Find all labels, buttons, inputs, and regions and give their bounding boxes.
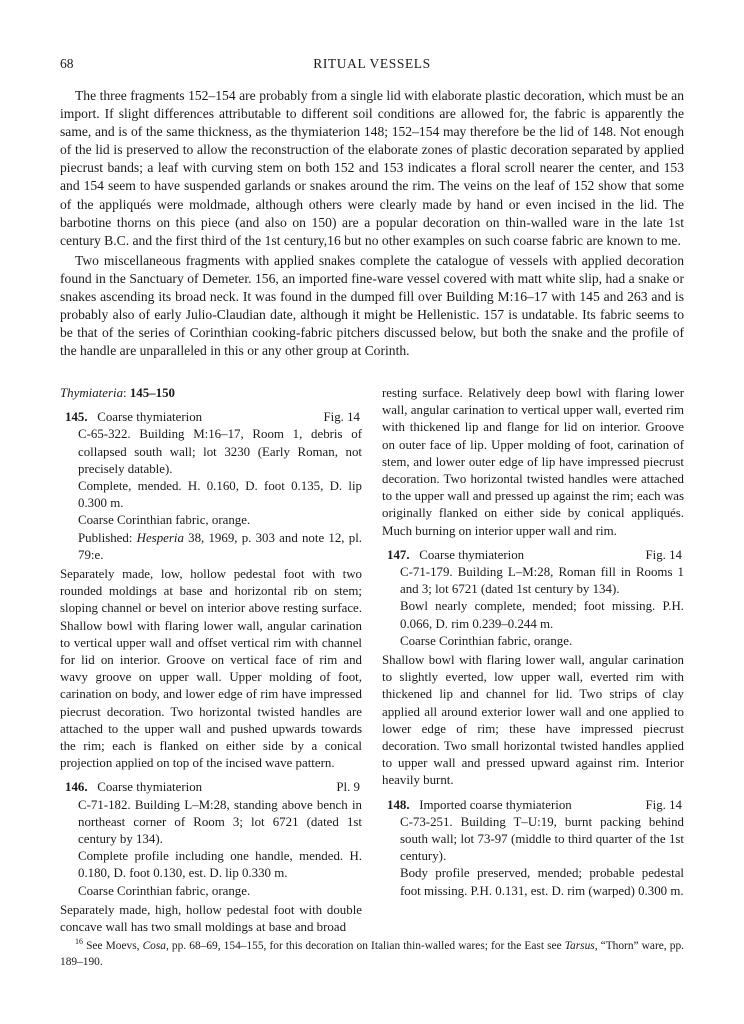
publication-journal: Hesperia <box>136 530 184 545</box>
entry-title: Coarse thymiaterion <box>97 410 203 425</box>
entry-inventory: C-71-182. Building L–M:28, standing above bench in northeast corner of Room 3; lot 6721 (dated 1st century by 134). <box>78 797 362 847</box>
publication-prefix: Published: <box>78 530 137 545</box>
entry-condition: Bowl nearly complete, mended; foot missing. P.H. 0.066, D. rim 0.239–0.244 m. <box>400 599 684 631</box>
footnote-text: , “Thorn” ware, pp. 189–190. <box>60 940 684 968</box>
publication-citation: 38, 1969, p. 303 and note 12, pl. 79:e. <box>78 530 362 562</box>
entry-condition: Complete, mended. H. 0.160, D. foot 0.135, D. lip 0.300 m. <box>78 479 362 511</box>
entry-details <box>382 814 684 900</box>
entry-number: 146. <box>65 780 88 795</box>
entry-details <box>382 564 684 650</box>
entry-title: Imported coarse thymiaterion <box>419 797 572 812</box>
entry-number: 147. <box>387 547 410 562</box>
figure-reference: Fig. 14 <box>645 547 682 562</box>
entry-condition: Body profile preserved, mended; probable pedestal foot missing. P.H. 0.131, est. D. rim (warped) 0.300 m. <box>400 866 684 898</box>
entry-fabric: Coarse Corinthian fabric, orange. <box>400 633 573 648</box>
section-heading: Thymiateria: 145–150 <box>60 386 175 400</box>
catalogue-entry <box>60 409 362 772</box>
catalogue-entry <box>382 547 684 790</box>
figure-reference: Fig. 14 <box>323 410 360 425</box>
entry-description: Shallow bowl with flaring lower wall, angular carination to slightly everted, low upper wall, everted rim with thickened lip and channel for lid. Two strips of clay applied all around exterior lower wall and one applied to lower edge of rim; these have impressed piecrust decoration. Two small horizontal twisted handles applied to upper wall and pressed upward against rim. Interior heavily burnt. <box>382 653 684 788</box>
intro-paragraph: The three fragments 152–154 are probably from a single lid with elaborate plastic decoration, which must be an import. If slight differences attributable to different soil conditions are allowed for, the fabric is apparently the same, and is of the same thickness, as the thymiaterion 148; 152–154 may therefore be the lid of 148. Not enough of the lid is preserved to allow the reconstruction of the elaborate zones of plastic decoration separated by applied piecrust bands; a leaf with curving stem on both 152 and 153 indicates a floral scroll nearer the center, and 153 and 154 seem to have suspended garlands or snakes around the rim. The veins on the leaf of 152 show that some of the appliqués were moldmade, although others were clearly made by hand or even incised in the lid. The barbotine thorns on this piece (and also on 150) are a popular decoration on thin-walled ware in the late 1st century B.C. and the first third of the 1st century,16 but no other examples on such coarse fabric are known to me. <box>60 88 684 248</box>
entry-details <box>60 797 362 900</box>
entry-details <box>60 426 362 564</box>
footnote-tarsus: Tarsus <box>564 940 595 952</box>
footnote-marker: 16 <box>75 937 83 947</box>
entry-heading <box>60 779 362 796</box>
page-number: 68 <box>60 56 74 71</box>
entry-fabric: Coarse Corinthian fabric, orange. <box>78 513 251 528</box>
entry-publication <box>78 530 362 564</box>
figure-reference: Fig. 14 <box>645 797 682 812</box>
entry-number: 145. <box>65 410 88 425</box>
right-column <box>382 385 684 900</box>
entry-title: Coarse thymiaterion <box>97 780 203 795</box>
footnote <box>60 939 684 970</box>
entry-description-continued: resting surface. Relatively deep bowl with flaring lower wall, angular carination to vertical upper wall, everted rim with thickened lip and flange for lid on interior. Groove on outer face of lip. Upper molding of foot, carination of stem, and lower outer edge of lip have impressed piecrust decoration. Two horizontal twisted handles were attached to the upper wall and pressed up against the rim; each was originally flanked on either side by conical appliqués. Much burning on interior upper wall and rim. <box>382 386 684 538</box>
left-column <box>60 385 362 936</box>
running-title: RITUAL VESSELS <box>313 56 431 71</box>
footnote-text: See Moevs, <box>83 940 143 952</box>
catalogue-entry <box>60 779 362 936</box>
footnote-text: , pp. 68–69, 154–155, for this decoration on Italian thin-walled wares; for the East see <box>166 940 565 952</box>
entry-inventory: C-71-179. Building L–M:28, Roman fill in Rooms 1 and 3; lot 6721 (dated 1st century by 134). <box>400 565 684 597</box>
intro-paragraph: Two miscellaneous fragments with applied snakes complete the catalogue of vessels with applied decoration found in the Sanctuary of Demeter. 156, an imported fine-ware vessel covered with matt white slip, had a snake or snakes ascending its broad neck. It was found in the dumped fill over Building M:16–17 with 145 and 263 and is probably also of early Julio-Claudian date, although it might be Hellenistic. 157 is undatable. Its fabric seems to be that of the series of Corinthian cooking-fabric pitchers discussed below, but both the snake and the profile of the handle are unparalleled in this or any other group at Corinth. <box>60 252 684 359</box>
section-label: Thymiateria <box>60 386 124 400</box>
entry-condition: Complete profile including one handle, mended. H. 0.180, D. foot 0.130, est. D. lip 0.330 m. <box>78 849 362 881</box>
catalogue-entry <box>382 797 684 900</box>
intro-text <box>60 87 684 360</box>
entry-heading <box>382 797 684 814</box>
entry-description: Separately made, high, hollow pedestal foot with double concave wall has two small moldings at base and broad <box>60 902 362 935</box>
plate-reference: Pl. 9 <box>336 780 360 795</box>
running-head <box>60 56 684 74</box>
entry-inventory: C-65-322. Building M:16–17, Room 1, debris of collapsed south wall; lot 3230 (Early Roman, not precisely datable). <box>78 427 362 476</box>
entry-title: Coarse thymiaterion <box>419 547 525 562</box>
entry-heading <box>60 409 362 426</box>
entry-heading <box>382 547 684 564</box>
entry-number: 148. <box>387 797 410 812</box>
entry-fabric: Coarse Corinthian fabric, orange. <box>78 883 251 898</box>
footnote-cosa: Cosa <box>142 940 166 952</box>
entry-inventory: C-73-251. Building T–U:19, burnt packing behind south wall; lot 73-97 (middle to third quarter of the 1st century). <box>400 814 684 864</box>
section-range: 145–150 <box>129 386 175 400</box>
entry-description: Separately made, low, hollow pedestal foot with two rounded moldings at base and horizontal rib on stem; sloping channel or bevel on interior above resting surface. Shallow bowl with flaring lower wall, angular carination to vertical upper wall and offset vertical rim with channel for lid on interior. Groove on vertical face of rim and wavy groove on upper wall. Upper molding of foot, carination on body, and lower edge of rim have impressed piecrust decoration. Two horizontal twisted handles are attached to the upper wall and pushed upwards towards the rim; each is flanked on either side by a conical projection applied on top of the incised wave pattern. <box>60 567 362 771</box>
